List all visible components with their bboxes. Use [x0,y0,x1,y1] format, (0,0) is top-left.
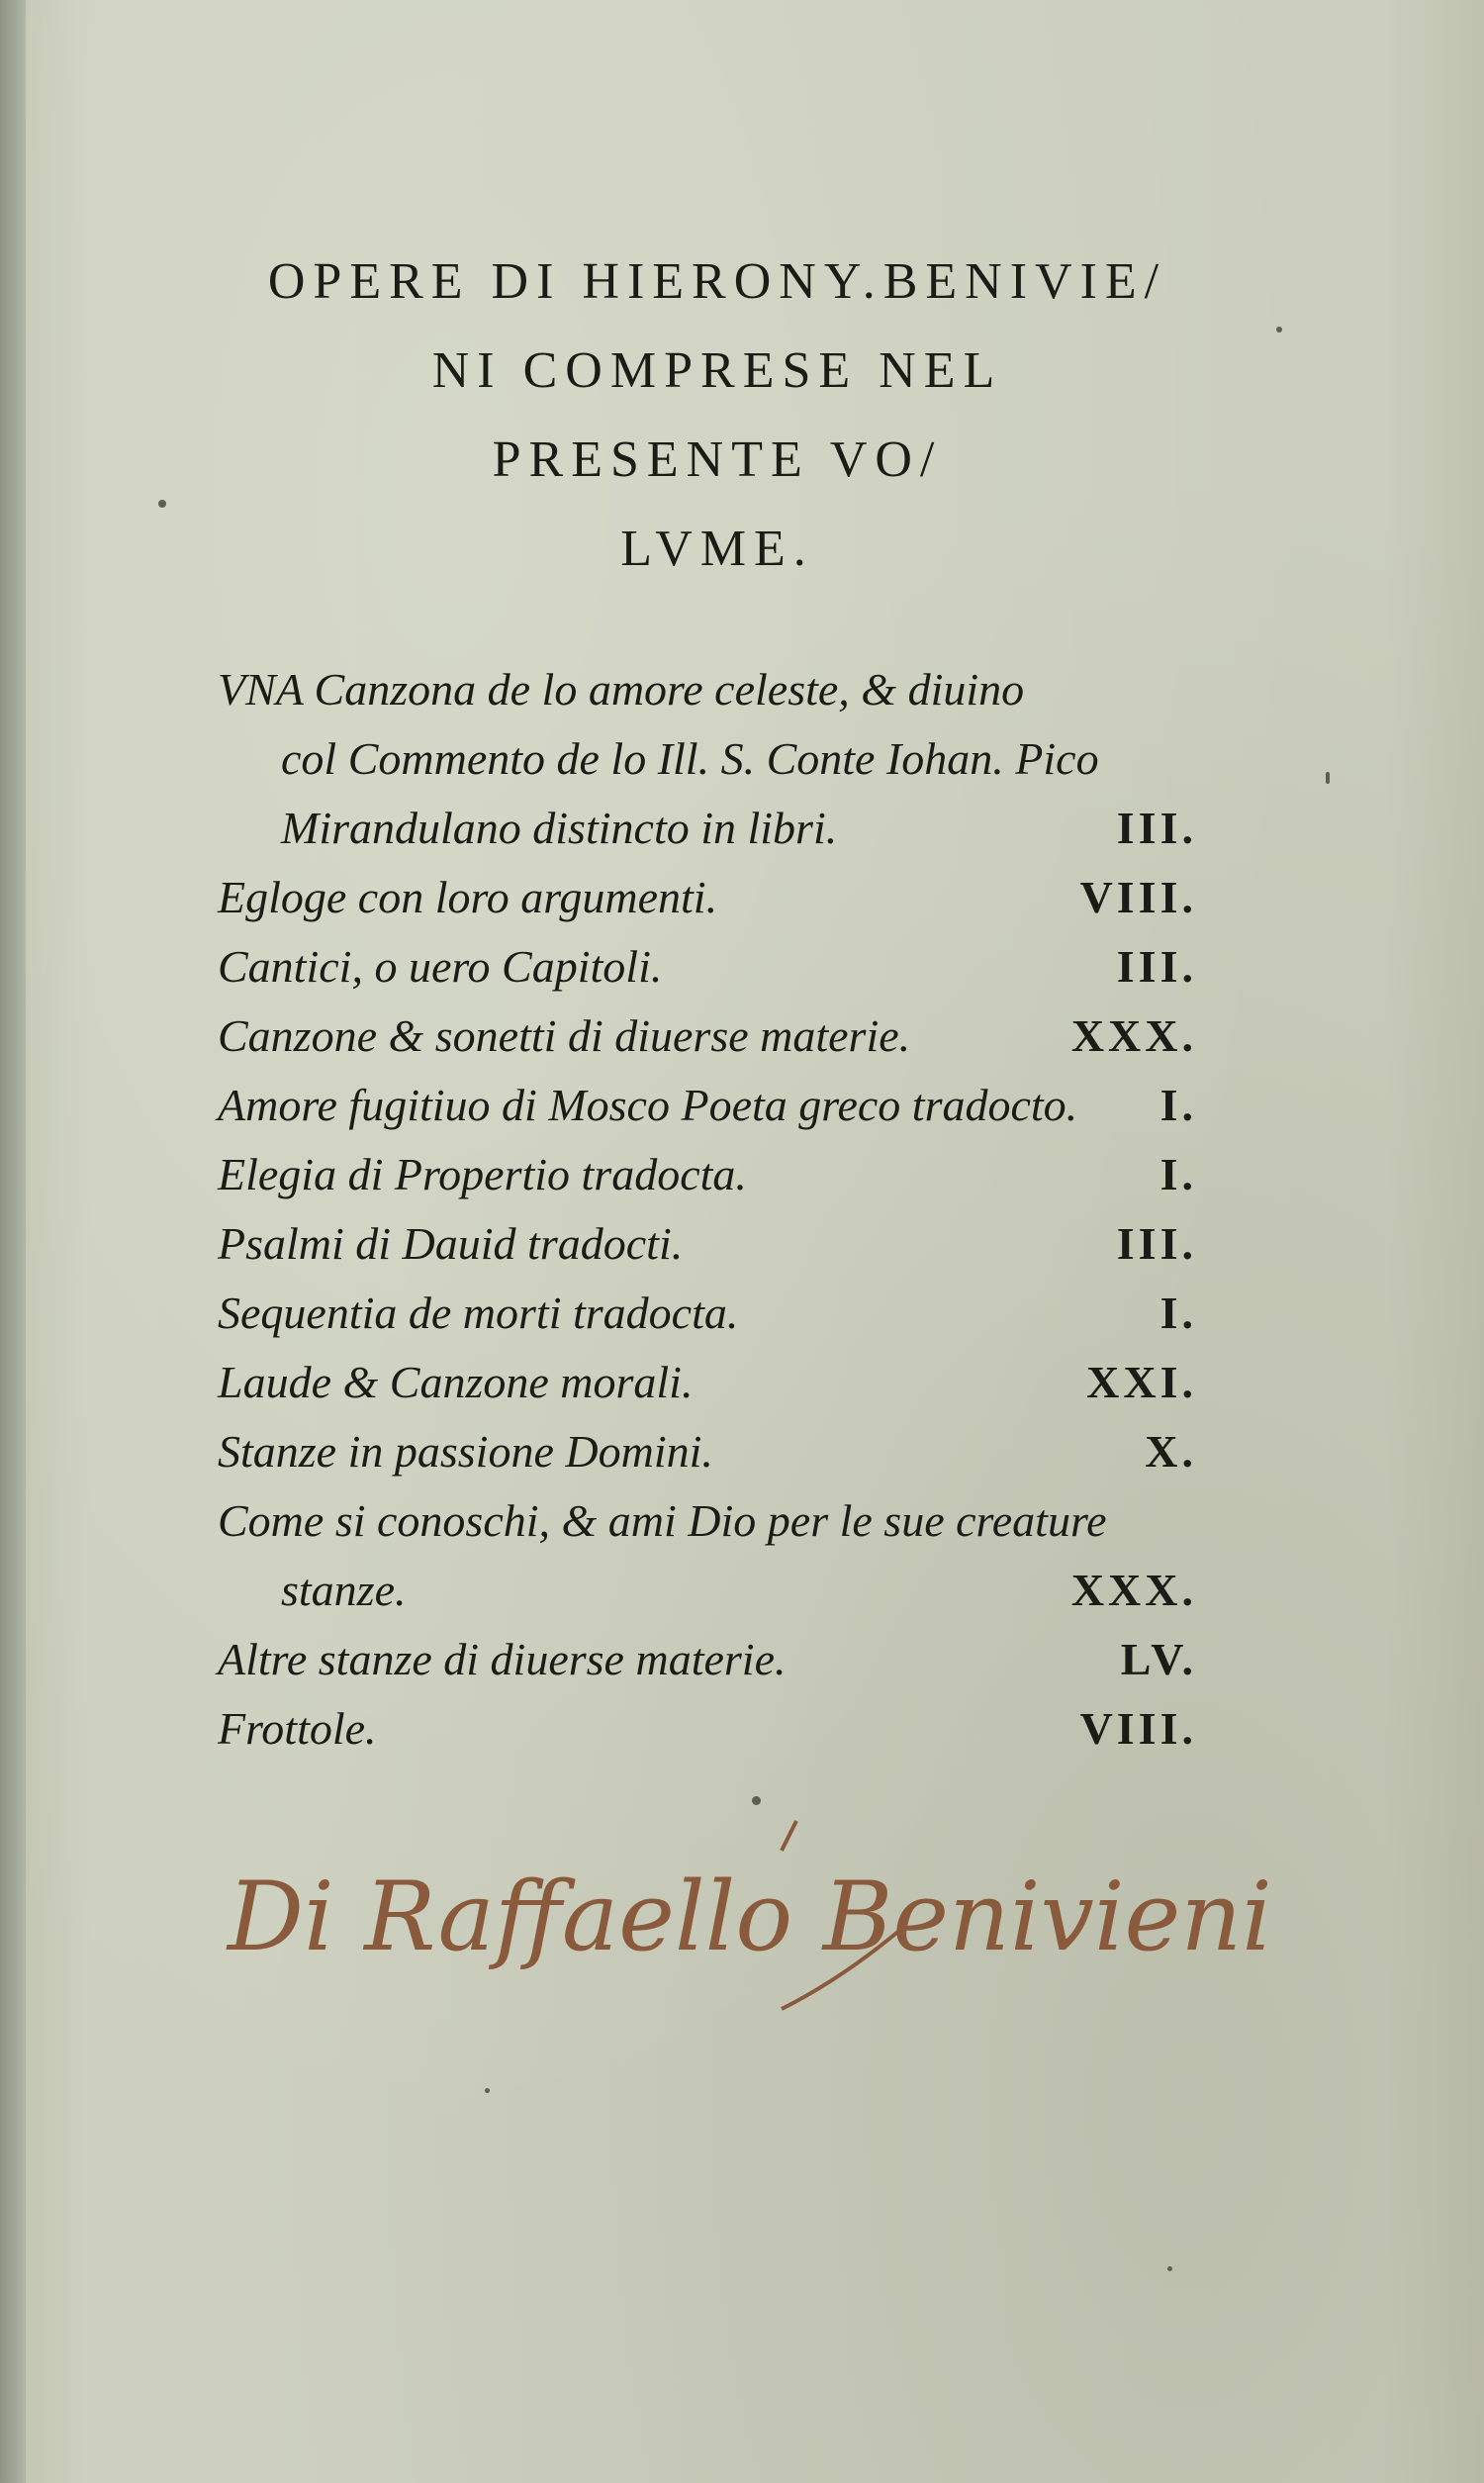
toc-entry [218,1348,1197,1417]
toc-entry-number: III. [1116,1218,1197,1269]
speck [485,2088,490,2093]
toc-entry-number: VIII. [1079,1703,1197,1754]
speck [158,500,166,508]
signature-text: Di Raffaello Benivieni [228,1862,1272,1972]
toc-entry-number: XXX. [1070,1010,1197,1061]
toc-entry [218,863,1197,932]
toc-entry-label: Frottole. [218,1703,377,1754]
toc-entry [218,724,1197,794]
toc-entry-number: XXI. [1086,1357,1197,1407]
title-line: NI COMPRESE NEL [431,342,1003,399]
toc-entry-label: Laude & Canzone morali. [218,1357,694,1407]
table-of-contents [218,655,1197,1764]
toc-entry-label: Altre stanze di diuerse materie. [218,1634,787,1684]
toc-entry-label: Amore fugitiuo di Mosco Poeta greco tradocto. [218,1080,1078,1130]
toc-entry-label: Come si conoschi, & ami Dio per le sue creature [218,1495,1107,1546]
speck [1326,772,1330,784]
toc-entry-number: X. [1145,1426,1197,1477]
toc-entry-label: col Commento de lo Ill. S. Conte Iohan. Pico [281,733,1099,784]
toc-entry [218,1556,1197,1625]
toc-entry [218,1625,1197,1694]
speck [1276,327,1282,333]
toc-entry-number: I. [1159,1149,1197,1199]
toc-entry-label: Stanze in passione Domini. [218,1426,713,1477]
toc-entry [218,1002,1197,1071]
toc-entry [218,1140,1197,1209]
toc-entry-number: LV. [1120,1634,1197,1684]
title-line: OPERE DI HIERONY.BENIVIE/ [267,253,1167,310]
toc-entry-label: Sequentia de morti tradocta. [218,1288,739,1338]
speck [752,1796,761,1805]
speck [1167,2266,1172,2271]
toc-entry [218,1209,1197,1279]
title-line: PRESENTE VO/ [492,431,943,488]
toc-entry-number: I. [1159,1080,1197,1130]
toc-entry [218,1279,1197,1348]
toc-entry [218,932,1197,1002]
toc-entry-label: Mirandulano distincto in libri. [281,803,838,853]
page-title [158,238,1276,594]
toc-entry-number: XXX. [1070,1565,1197,1615]
toc-entry-number: I. [1159,1288,1197,1338]
toc-entry-label: Cantici, o uero Capitoli. [218,941,663,992]
title-line: LVME. [620,521,814,577]
signature-drawing [228,1811,1272,2029]
toc-entry [218,1486,1197,1556]
toc-entry [218,794,1197,863]
toc-entry-label: Egloge con loro argumenti. [218,872,718,922]
toc-entry-label: Canzone & sonetti di diuerse materie. [218,1010,911,1061]
toc-entry [218,1071,1197,1140]
toc-entry-number: VIII. [1079,872,1197,922]
toc-entry-label: VNA Canzona de lo amore celeste, & diuino [218,664,1025,715]
page-binding-edge [0,0,26,2483]
toc-entry-label: stanze. [281,1565,407,1615]
toc-entry [218,655,1197,724]
handwritten-signature [228,1811,1272,2029]
toc-entry-label: Elegia di Propertio tradocta. [218,1149,747,1199]
toc-entry-label: Psalmi di Dauid tradocti. [218,1218,684,1269]
toc-entry-number: III. [1116,941,1197,992]
signature-stroke [782,1821,796,1851]
toc-entry-number: III. [1116,803,1197,853]
toc-entry [218,1694,1197,1764]
toc-entry [218,1417,1197,1486]
